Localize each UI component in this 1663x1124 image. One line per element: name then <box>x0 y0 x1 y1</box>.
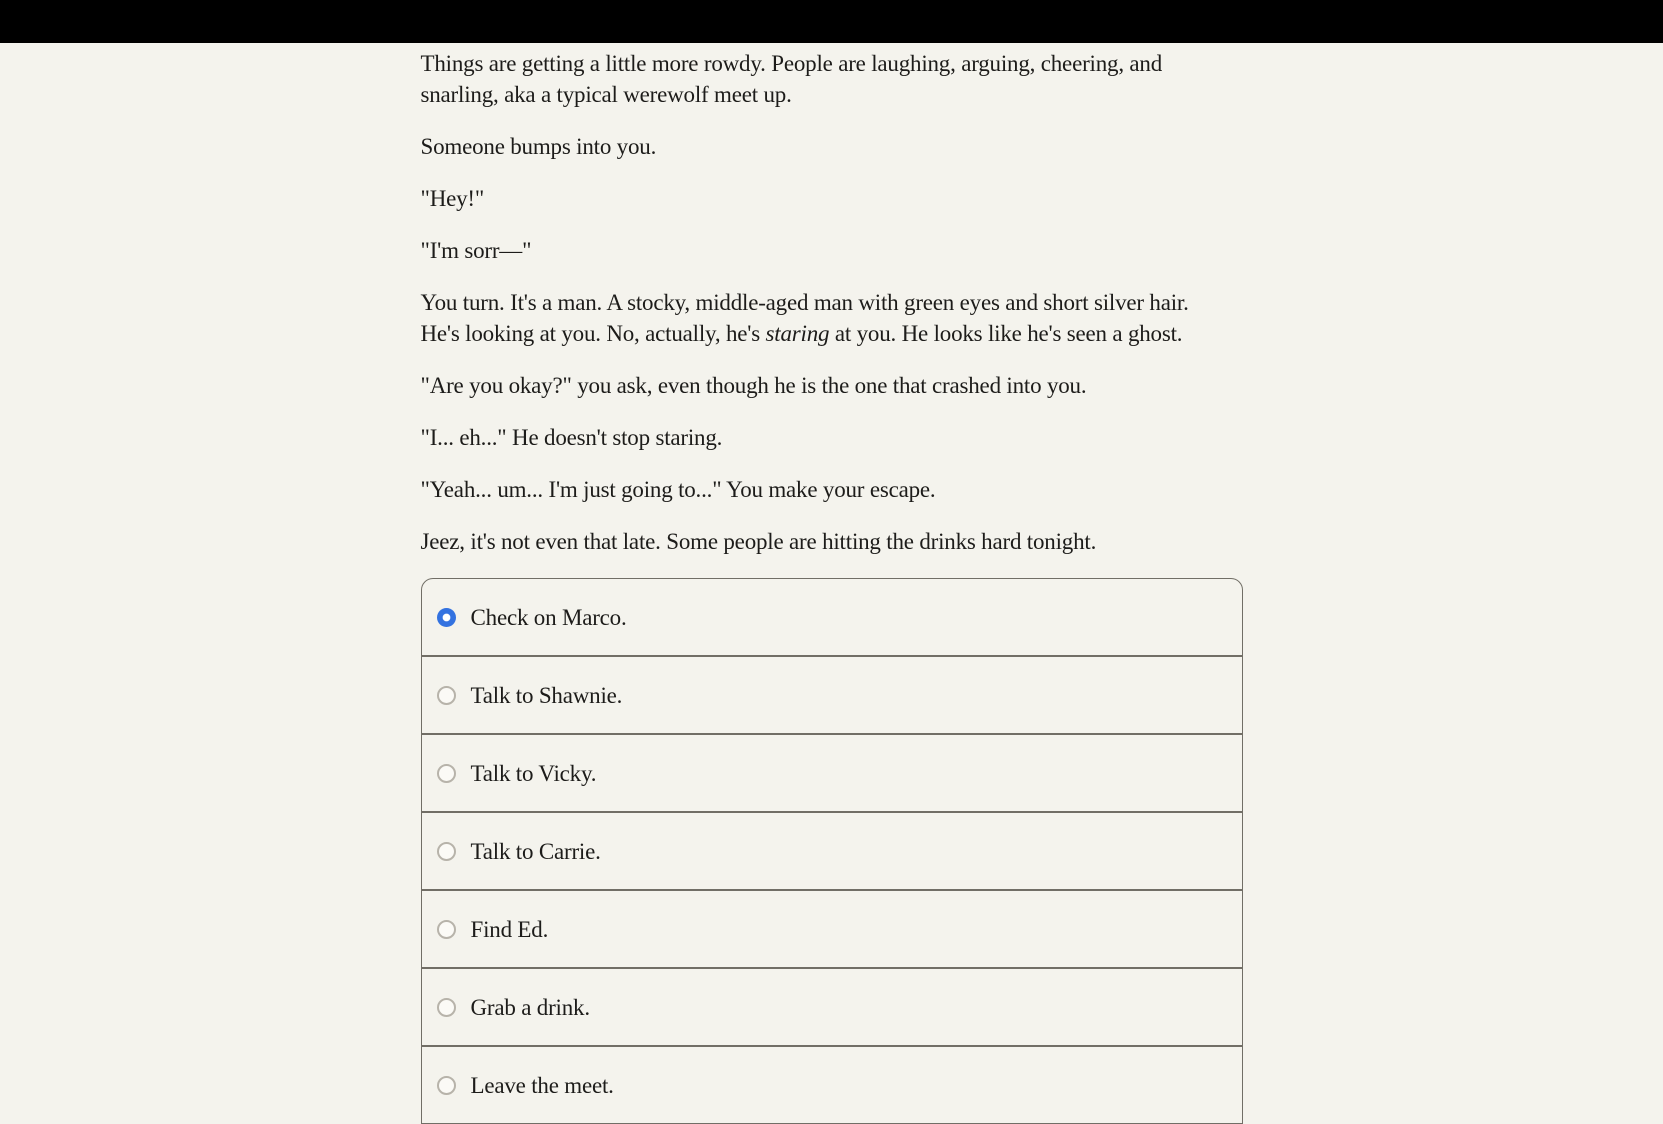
story-text-line: Someone bumps into you. <box>420 134 657 159</box>
choice-row-check-on-marco[interactable] <box>421 578 1243 656</box>
radio-button[interactable] <box>437 686 456 705</box>
story-text-line: "I... eh..." He doesn't stop staring. <box>420 425 723 450</box>
radio-button[interactable] <box>437 1076 456 1095</box>
top-black-bar <box>0 0 1663 43</box>
radio-button[interactable] <box>437 998 456 1017</box>
story-paragraph <box>421 287 1243 349</box>
story-paragraph <box>421 474 1243 505</box>
story-text-line: "Hey!" <box>420 186 485 211</box>
story-paragraph <box>421 526 1243 557</box>
choice-row-grab-a-drink[interactable] <box>421 968 1243 1046</box>
story-text-line: Jeez, it's not even that late. Some people are hitting the drinks hard tonight. <box>420 529 1097 554</box>
story-paragraph <box>421 370 1243 401</box>
story-paragraph <box>421 48 1243 110</box>
choice-label[interactable]: Talk to Carrie. <box>470 838 601 864</box>
story-text-line: "Are you okay?" you ask, even though he is the one that crashed into you. <box>420 373 1087 398</box>
choice-row-find-ed[interactable] <box>421 890 1243 968</box>
choice-label[interactable]: Find Ed. <box>470 916 549 942</box>
story-text-line: snarling, aka a typical werewolf meet up. <box>420 82 792 107</box>
story-paragraph <box>421 131 1243 162</box>
choice-row-leave-the-meet[interactable] <box>421 1046 1243 1124</box>
radio-button[interactable] <box>437 842 456 861</box>
choice-row-talk-to-carrie[interactable] <box>421 812 1243 890</box>
radio-button[interactable] <box>437 764 456 783</box>
choice-label[interactable]: Talk to Shawnie. <box>470 682 623 708</box>
story-paragraph <box>421 422 1243 453</box>
story-text-line: "Yeah... um... I'm just going to..." You make your escape. <box>420 477 936 502</box>
story-text-line <box>421 318 1243 349</box>
story-text-line: "I'm sorr—" <box>420 238 532 263</box>
radio-button[interactable] <box>437 920 456 939</box>
choice-row-talk-to-shawnie[interactable] <box>421 656 1243 734</box>
story-text-line: You turn. It's a man. A stocky, middle-aged man with green eyes and short silver hair. <box>420 290 1189 315</box>
choice-label[interactable]: Check on Marco. <box>470 604 627 630</box>
choice-label[interactable]: Talk to Vicky. <box>470 760 597 786</box>
choice-row-talk-to-vicky[interactable] <box>421 734 1243 812</box>
story-content <box>421 43 1243 1124</box>
story-text-segment: at you. He looks like he's seen a ghost. <box>829 321 1183 346</box>
story-text-line: Things are getting a little more rowdy. People are laughing, arguing, cheering, and <box>420 51 1163 76</box>
choice-label[interactable]: Leave the meet. <box>470 1072 614 1098</box>
story-paragraph <box>421 183 1243 214</box>
story-text-segment: He's looking at you. No, actually, he's <box>420 321 766 346</box>
story-paragraph <box>421 235 1243 266</box>
choice-list <box>421 578 1243 1124</box>
choice-label[interactable]: Grab a drink. <box>470 994 590 1020</box>
radio-button[interactable] <box>437 608 456 627</box>
story-text-italic: staring <box>765 321 830 346</box>
